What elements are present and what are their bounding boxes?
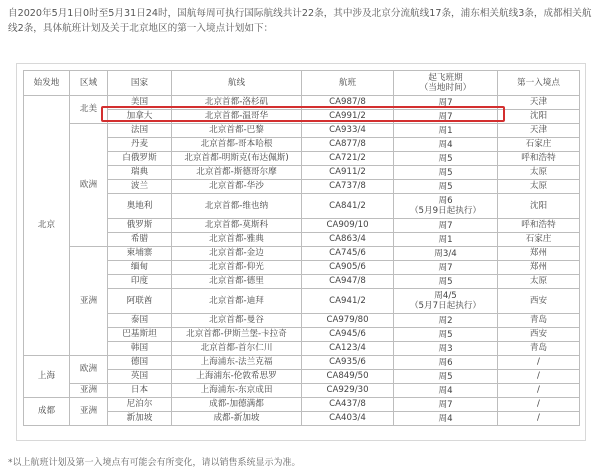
day-cell: 周4 [394, 384, 498, 398]
table-row [24, 261, 580, 275]
table-row [24, 194, 580, 219]
route-cell: 成都-加德满都 [172, 398, 302, 412]
table-row [24, 275, 580, 289]
route-cell: 上海浦东-伦敦希思罗 [172, 370, 302, 384]
flight-cell: CA935/6 [302, 356, 394, 370]
route-cell: 上海浦东-法兰克福 [172, 356, 302, 370]
table-row [24, 247, 580, 261]
table-row [24, 328, 580, 342]
header-flight: 航班 [302, 71, 394, 96]
table-row [24, 124, 580, 138]
flight-cell: CA945/6 [302, 328, 394, 342]
country-cell: 缅甸 [108, 261, 172, 275]
country-cell: 美国 [108, 96, 172, 110]
intro-paragraph: 自2020年5月1日0时至5月31日24时，国航每周可执行国际航线共计22条，其中涉及北京分流航线17条，浦东相关航线3条，成都相关航线2条，具体航班计划及关于北京地区的第一入境点计划如下： [8, 8, 592, 34]
origin-cell: 成都 [24, 398, 70, 426]
region-cell: 亚洲 [70, 247, 108, 356]
entry-cell: 呼和浩特 [498, 219, 580, 233]
country-cell: 德国 [108, 356, 172, 370]
country-cell: 希腊 [108, 233, 172, 247]
route-cell: 北京首都-哥本哈根 [172, 138, 302, 152]
day-cell: 周6 [394, 356, 498, 370]
route-cell: 北京首都-迪拜 [172, 289, 302, 314]
origin-cell: 北京 [24, 96, 70, 356]
entry-cell: 太原 [498, 180, 580, 194]
country-cell: 阿联酋 [108, 289, 172, 314]
entry-cell: 西安 [498, 328, 580, 342]
day-cell: 周3 [394, 342, 498, 356]
table-header-row [24, 71, 580, 96]
entry-cell: / [498, 398, 580, 412]
flight-cell: CA849/50 [302, 370, 394, 384]
table-row [24, 398, 580, 412]
route-cell: 成都-新加坡 [172, 412, 302, 426]
header-first-entry: 第一入境点 [498, 71, 580, 96]
route-cell: 北京首都-华沙 [172, 180, 302, 194]
flight-cell: CA877/8 [302, 138, 394, 152]
flight-cell: CA905/6 [302, 261, 394, 275]
table-row [24, 356, 580, 370]
entry-cell: 天津 [498, 96, 580, 110]
country-cell: 柬埔寨 [108, 247, 172, 261]
header-country: 国家 [108, 71, 172, 96]
flight-cell: CA911/2 [302, 166, 394, 180]
route-cell: 北京首都-伊斯兰堡-卡拉奇 [172, 328, 302, 342]
table-row [24, 233, 580, 247]
day-cell: 周7 [394, 110, 498, 124]
country-cell: 丹麦 [108, 138, 172, 152]
route-cell: 北京首都-斯德哥尔摩 [172, 166, 302, 180]
country-cell: 法国 [108, 124, 172, 138]
route-cell: 北京首都-明斯克(布达佩斯) [172, 152, 302, 166]
day-cell: 周1 [394, 233, 498, 247]
entry-cell: / [498, 356, 580, 370]
header-route: 航线 [172, 71, 302, 96]
table-row [24, 342, 580, 356]
flight-cell: CA941/2 [302, 289, 394, 314]
flight-cell: CA745/6 [302, 247, 394, 261]
day-cell: 周7 [394, 96, 498, 110]
region-cell: 欧洲 [70, 356, 108, 384]
table-row [24, 180, 580, 194]
day-cell: 周5 [394, 275, 498, 289]
flight-cell: CA987/8 [302, 96, 394, 110]
country-cell: 加拿大 [108, 110, 172, 124]
flight-cell: CA947/8 [302, 275, 394, 289]
route-cell: 北京首都-维也纳 [172, 194, 302, 219]
day-cell: 周7 [394, 219, 498, 233]
table-row [24, 384, 580, 398]
entry-cell: 呼和浩特 [498, 152, 580, 166]
entry-cell: 郑州 [498, 261, 580, 275]
day-cell: 周3/4 [394, 247, 498, 261]
entry-cell: 天津 [498, 124, 580, 138]
day-cell: 周6 （5月9日起执行） [394, 194, 498, 219]
route-cell: 北京首都-温哥华 [172, 110, 302, 124]
day-cell: 周5 [394, 180, 498, 194]
footnote: *以上航班计划及第一入境点有可能会有所变化，请以销售系统显示为准。 [8, 458, 301, 468]
highlight-box-canada [101, 106, 505, 122]
entry-cell: 沈阳 [498, 194, 580, 219]
route-cell: 北京首都-洛杉矶 [172, 96, 302, 110]
route-cell: 上海浦东-东京成田 [172, 384, 302, 398]
table-row [24, 152, 580, 166]
header-origin: 始发地 [24, 71, 70, 96]
day-cell: 周4 [394, 138, 498, 152]
flight-schedule-table [23, 70, 580, 426]
entry-cell: 西安 [498, 289, 580, 314]
day-cell: 周5 [394, 166, 498, 180]
region-cell: 亚洲 [70, 384, 108, 398]
country-cell: 俄罗斯 [108, 219, 172, 233]
route-cell: 北京首都-首尔仁川 [172, 342, 302, 356]
day-cell: 周1 [394, 124, 498, 138]
day-cell: 周4/5 （5月7日起执行） [394, 289, 498, 314]
route-cell: 北京首都-金边 [172, 247, 302, 261]
origin-cell: 上海 [24, 356, 70, 398]
day-cell: 周7 [394, 261, 498, 275]
table-row [24, 314, 580, 328]
country-cell: 韩国 [108, 342, 172, 356]
day-cell: 周7 [394, 398, 498, 412]
day-cell: 周2 [394, 314, 498, 328]
route-cell: 北京首都-雅典 [172, 233, 302, 247]
table-row [24, 138, 580, 152]
country-cell: 泰国 [108, 314, 172, 328]
country-cell: 日本 [108, 384, 172, 398]
table-row [24, 166, 580, 180]
region-cell: 亚洲 [70, 398, 108, 426]
flight-cell: CA123/4 [302, 342, 394, 356]
country-cell: 尼泊尔 [108, 398, 172, 412]
route-cell: 北京首都-莫斯科 [172, 219, 302, 233]
entry-cell: / [498, 412, 580, 426]
region-cell: 北美 [70, 96, 108, 124]
entry-cell: 石家庄 [498, 138, 580, 152]
table-row [24, 370, 580, 384]
flight-cell: CA737/8 [302, 180, 394, 194]
flight-cell: CA933/4 [302, 124, 394, 138]
entry-cell: 青岛 [498, 342, 580, 356]
entry-cell: / [498, 384, 580, 398]
entry-cell: 青岛 [498, 314, 580, 328]
header-region: 区域 [70, 71, 108, 96]
country-cell: 瑞典 [108, 166, 172, 180]
entry-cell: / [498, 370, 580, 384]
flight-cell: CA437/8 [302, 398, 394, 412]
country-cell: 印度 [108, 275, 172, 289]
day-cell: 周5 [394, 370, 498, 384]
flight-cell: CA991/2 [302, 110, 394, 124]
country-cell: 新加坡 [108, 412, 172, 426]
table-row [24, 219, 580, 233]
entry-cell: 石家庄 [498, 233, 580, 247]
country-cell: 奥地利 [108, 194, 172, 219]
country-cell: 白俄罗斯 [108, 152, 172, 166]
region-cell: 欧洲 [70, 124, 108, 247]
country-cell: 巴基斯坦 [108, 328, 172, 342]
table-row [24, 289, 580, 314]
flight-cell: CA721/2 [302, 152, 394, 166]
table-row [24, 412, 580, 426]
entry-cell: 太原 [498, 166, 580, 180]
day-cell: 周5 [394, 328, 498, 342]
flight-cell: CA909/10 [302, 219, 394, 233]
flight-cell: CA841/2 [302, 194, 394, 219]
flight-cell: CA403/4 [302, 412, 394, 426]
country-cell: 英国 [108, 370, 172, 384]
day-cell: 周5 [394, 152, 498, 166]
entry-cell: 沈阳 [498, 110, 580, 124]
entry-cell: 太原 [498, 275, 580, 289]
route-cell: 北京首都-曼谷 [172, 314, 302, 328]
route-cell: 北京首都-巴黎 [172, 124, 302, 138]
country-cell: 波兰 [108, 180, 172, 194]
day-cell: 周4 [394, 412, 498, 426]
route-cell: 北京首都-仰光 [172, 261, 302, 275]
flight-cell: CA863/4 [302, 233, 394, 247]
entry-cell: 郑州 [498, 247, 580, 261]
header-schedule: 起飞班期 （当地时间） [394, 71, 498, 96]
flight-cell: CA929/30 [302, 384, 394, 398]
route-cell: 北京首都-德里 [172, 275, 302, 289]
flight-cell: CA979/80 [302, 314, 394, 328]
